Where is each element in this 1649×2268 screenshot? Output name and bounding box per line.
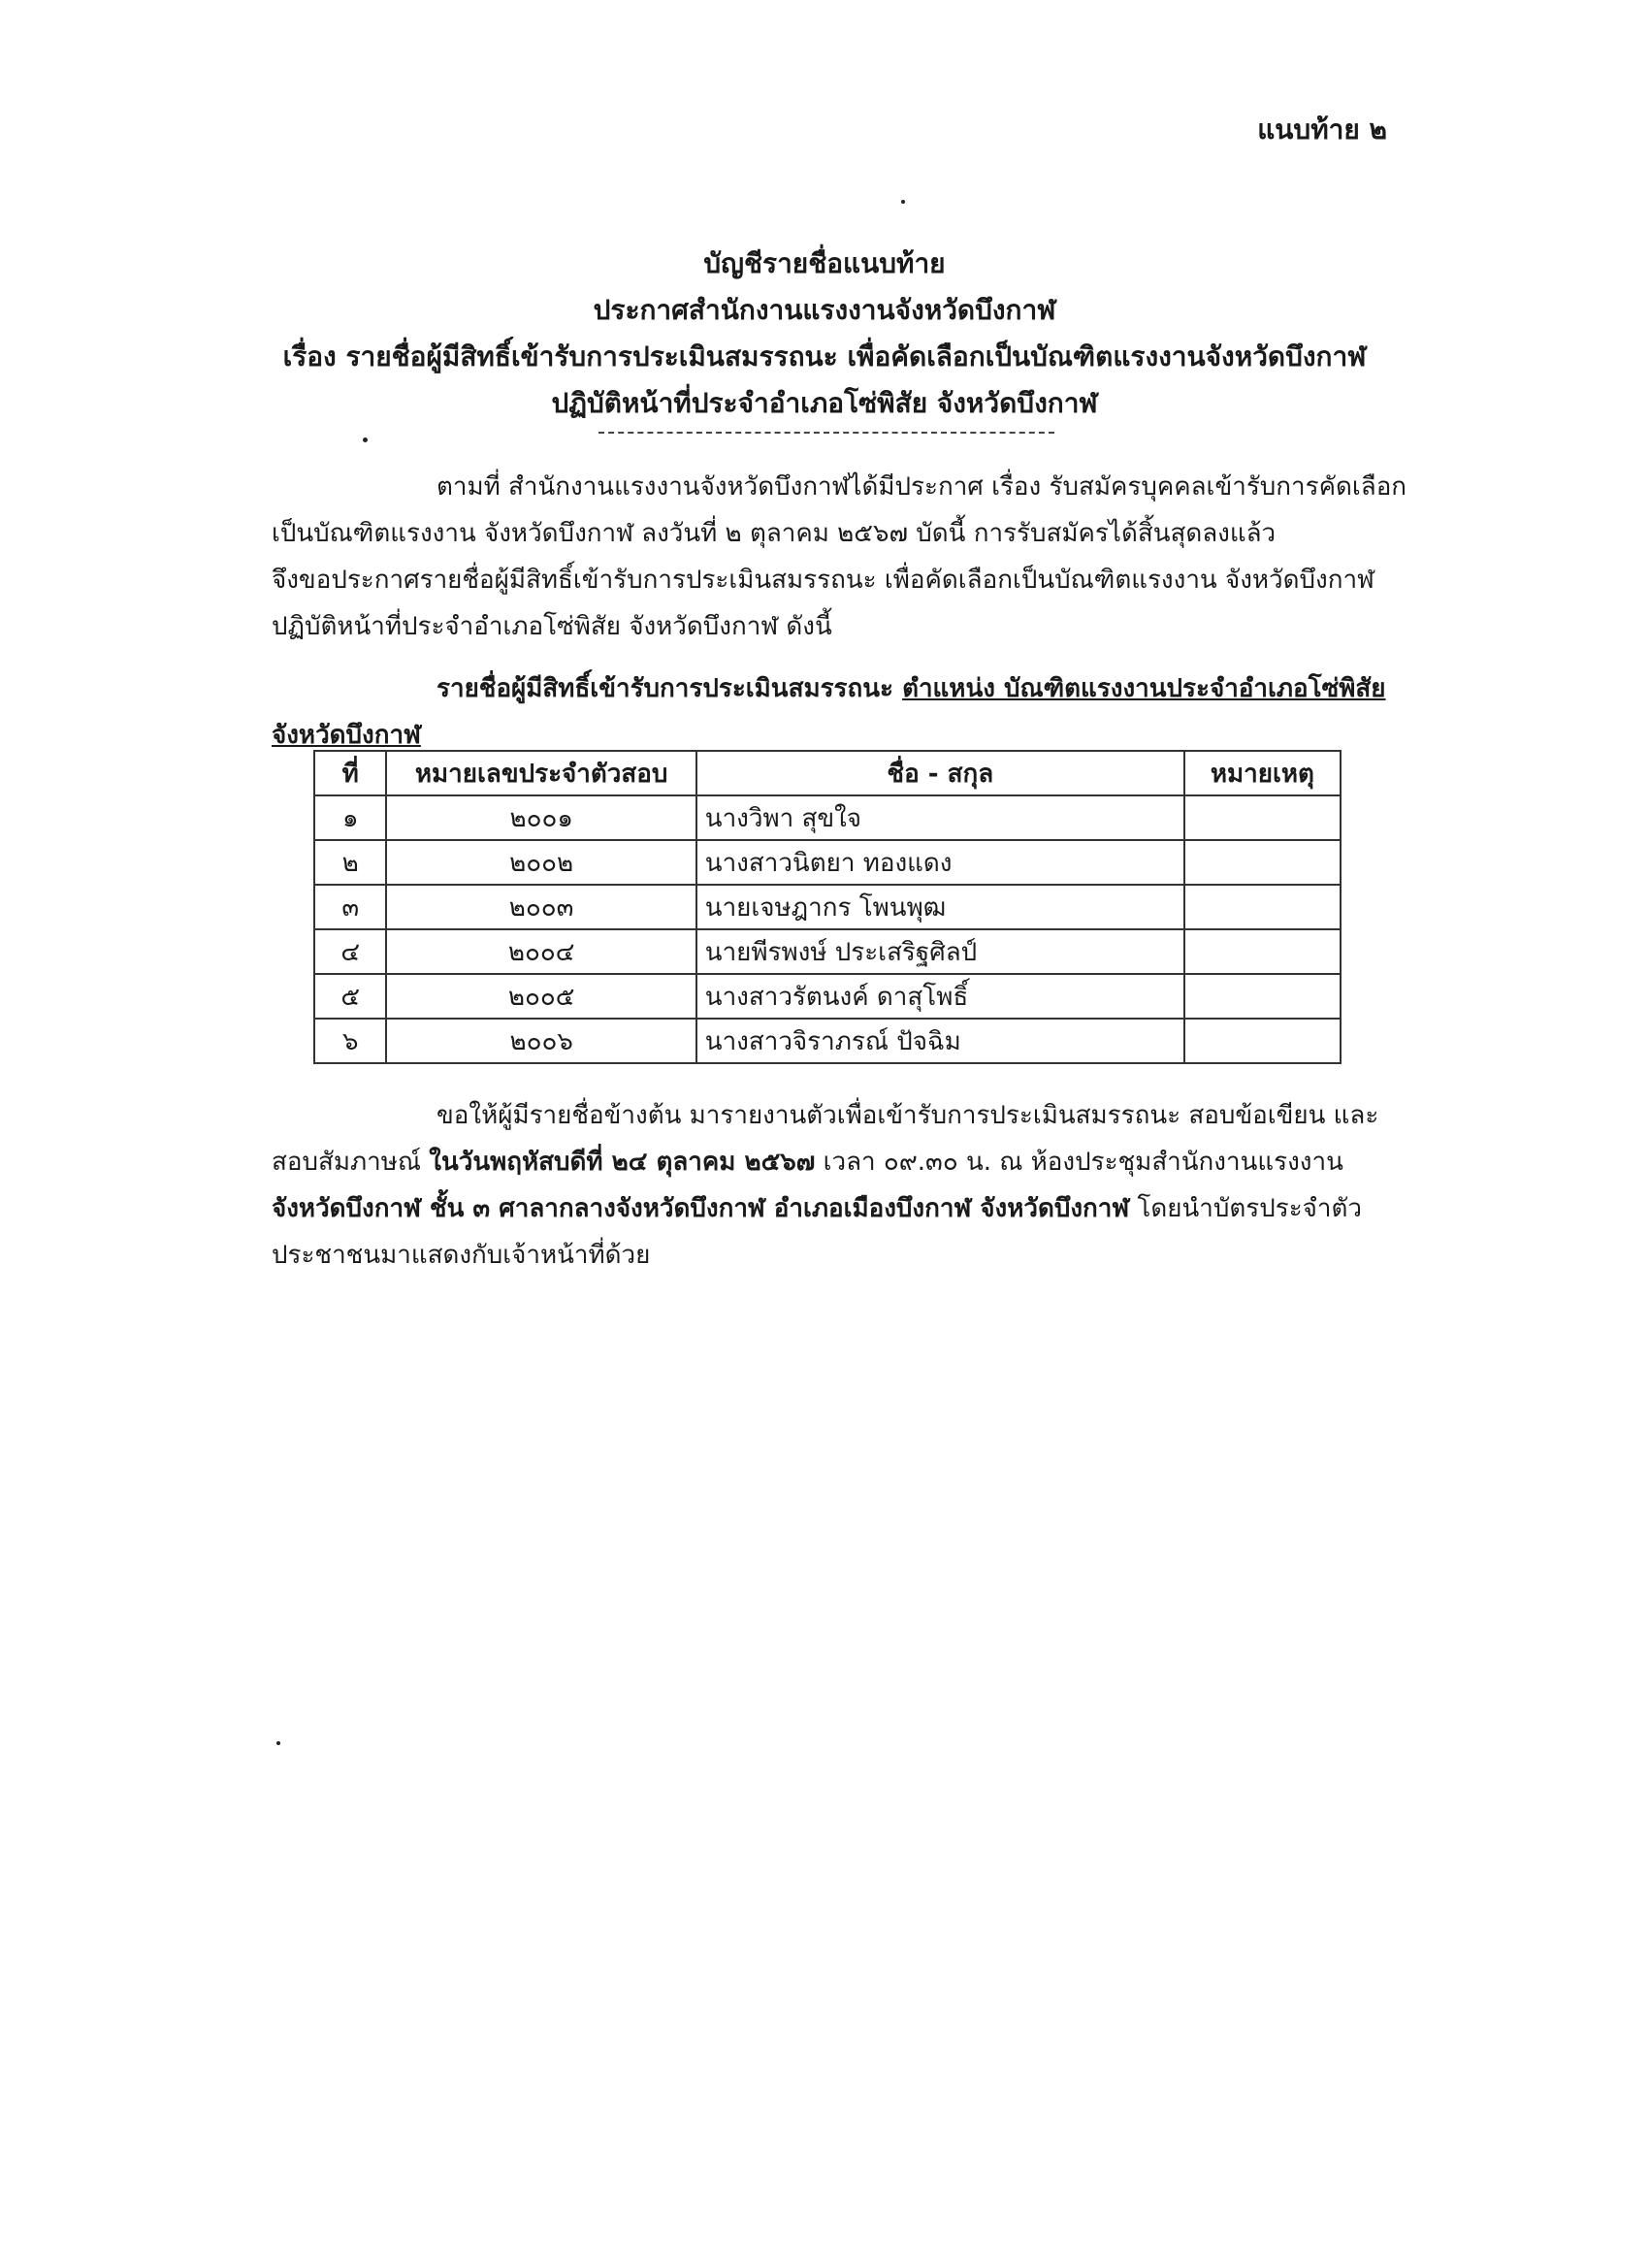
row-exam-id: ๒๐๐๑ xyxy=(386,795,695,840)
list-title-line-1 xyxy=(272,665,1387,712)
scan-speck xyxy=(901,200,905,204)
row-no: ๖ xyxy=(314,1019,386,1063)
closing-line-2a: สอบสัมภาษณ์ xyxy=(272,1148,430,1177)
row-exam-id: ๒๐๐๔ xyxy=(386,929,695,974)
closing-venue: จังหวัดบึงกาฬ ชั้น ๓ ศาลากลางจังหวัดบึงกาฬ อำเภอเมืองบึงกาฬ จังหวัดบึงกาฬ xyxy=(272,1194,1130,1223)
heading-divider xyxy=(598,432,1054,434)
closing-paragraph xyxy=(272,1092,1387,1279)
row-name: นายพีรพงษ์ ประเสริฐศิลป์ xyxy=(696,929,1184,974)
intro-line-3: จึงขอประกาศรายชื่อผู้มีสิทธิ์เข้ารับการประเมินสมรรถนะ เพื่อคัดเลือกเป็นบัณฑิตแรงงาน จังหวัดบึงกาฬ xyxy=(272,566,1374,595)
row-exam-id: ๒๐๐๒ xyxy=(386,840,695,885)
annex-label: แนบท้าย ๒ xyxy=(1257,113,1387,146)
header-name: ชื่อ - สกุล xyxy=(696,751,1184,795)
heading-duty: ปฏิบัติหน้าที่ประจำอำเภอโซ่พิสัย จังหวัดบึงกาฬ xyxy=(551,387,1098,419)
table-header-row xyxy=(314,751,1341,795)
heading-subject: เรื่อง รายชื่อผู้มีสิทธิ์เข้ารับการประเมินสมรรถนะ เพื่อคัดเลือกเป็นบัณฑิตแรงงานจังหวัดบึงกาฬ xyxy=(282,340,1367,373)
row-no: ๓ xyxy=(314,885,386,929)
list-title-position: ตำแหน่ง บัณฑิตแรงงานประจำอำเภอโซ่พิสัย xyxy=(902,674,1386,703)
closing-line-3 xyxy=(272,1185,1387,1232)
header-remark: หมายเหตุ xyxy=(1184,751,1341,795)
row-remark xyxy=(1184,840,1341,885)
intro-paragraph xyxy=(272,464,1407,650)
table-row xyxy=(314,929,1341,974)
intro-line-4: ปฏิบัติหน้าที่ประจำอำเภอโซ่พิสัย จังหวัดบึงกาฬ ดังนี้ xyxy=(272,612,832,641)
row-name: นางสาวจิราภรณ์ ปัจฉิม xyxy=(696,1019,1184,1063)
row-name: นายเจษฎากร โพนพุฒ xyxy=(696,885,1184,929)
row-name: นางสาวรัตนงค์ ดาสุโพธิ์ xyxy=(696,974,1184,1019)
row-no: ๒ xyxy=(314,840,386,885)
row-exam-id: ๒๐๐๓ xyxy=(386,885,695,929)
row-remark xyxy=(1184,885,1341,929)
table-row xyxy=(314,795,1341,840)
intro-line-1: ตามที่ สำนักงานแรงงานจังหวัดบึงกาฬได้มีประกาศ เรื่อง รับสมัครบุคคลเข้ารับการคัดเลือก xyxy=(436,472,1407,502)
table-row xyxy=(314,974,1341,1019)
candidate-table xyxy=(313,750,1342,1064)
row-remark xyxy=(1184,795,1341,840)
row-exam-id: ๒๐๐๖ xyxy=(386,1019,695,1063)
heading-title: บัญชีรายชื่อแนบท้าย xyxy=(703,247,946,279)
row-no: ๔ xyxy=(314,929,386,974)
closing-line-2 xyxy=(272,1139,1387,1185)
row-remark xyxy=(1184,1019,1341,1063)
intro-line-2: เป็นบัณฑิตแรงงาน จังหวัดบึงกาฬ ลงวันที่ ๒ ตุลาคม ๒๕๖๗ บัดนี้ การรับสมัครได้สิ้นสุดลงแล้ว xyxy=(272,519,1277,548)
row-remark xyxy=(1184,929,1341,974)
list-title xyxy=(272,665,1387,759)
list-title-lead: รายชื่อผู้มีสิทธิ์เข้ารับการประเมินสมรรถนะ xyxy=(436,674,903,703)
scan-speck xyxy=(363,437,368,442)
closing-line-1: ขอให้ผู้มีรายชื่อข้างต้น มารายงานตัวเพื่อเข้ารับการประเมินสมรรถนะ สอบข้อเขียน และ xyxy=(436,1101,1379,1130)
closing-date: ในวันพฤหัสบดีที่ ๒๔ ตุลาคม ๒๕๖๗ xyxy=(429,1148,816,1177)
scan-speck xyxy=(276,1741,280,1745)
closing-line-4: ประชาชนมาแสดงกับเจ้าหน้าที่ด้วย xyxy=(272,1241,651,1270)
row-remark xyxy=(1184,974,1341,1019)
closing-line-2c: เวลา ๐๙.๓๐ น. ณ ห้องประชุมสำนักงานแรงงาน xyxy=(815,1148,1343,1177)
row-name: นางวิพา สุขใจ xyxy=(696,795,1184,840)
table-row xyxy=(314,840,1341,885)
header-exam-id: หมายเลขประจำตัวสอบ xyxy=(386,751,695,795)
list-title-province: จังหวัดบึงกาฬ xyxy=(272,721,421,750)
row-no: ๕ xyxy=(314,974,386,1019)
table-row xyxy=(314,885,1341,929)
closing-line-3b: โดยนำบัตรประจำตัว xyxy=(1129,1194,1362,1223)
header-no: ที่ xyxy=(314,751,386,795)
row-exam-id: ๒๐๐๕ xyxy=(386,974,695,1019)
row-no: ๑ xyxy=(314,795,386,840)
row-name: นางสาวนิตยา ทองแดง xyxy=(696,840,1184,885)
heading-announcement: ประกาศสำนักงานแรงงานจังหวัดบึงกาฬ xyxy=(593,294,1056,326)
table-row xyxy=(314,1019,1341,1063)
